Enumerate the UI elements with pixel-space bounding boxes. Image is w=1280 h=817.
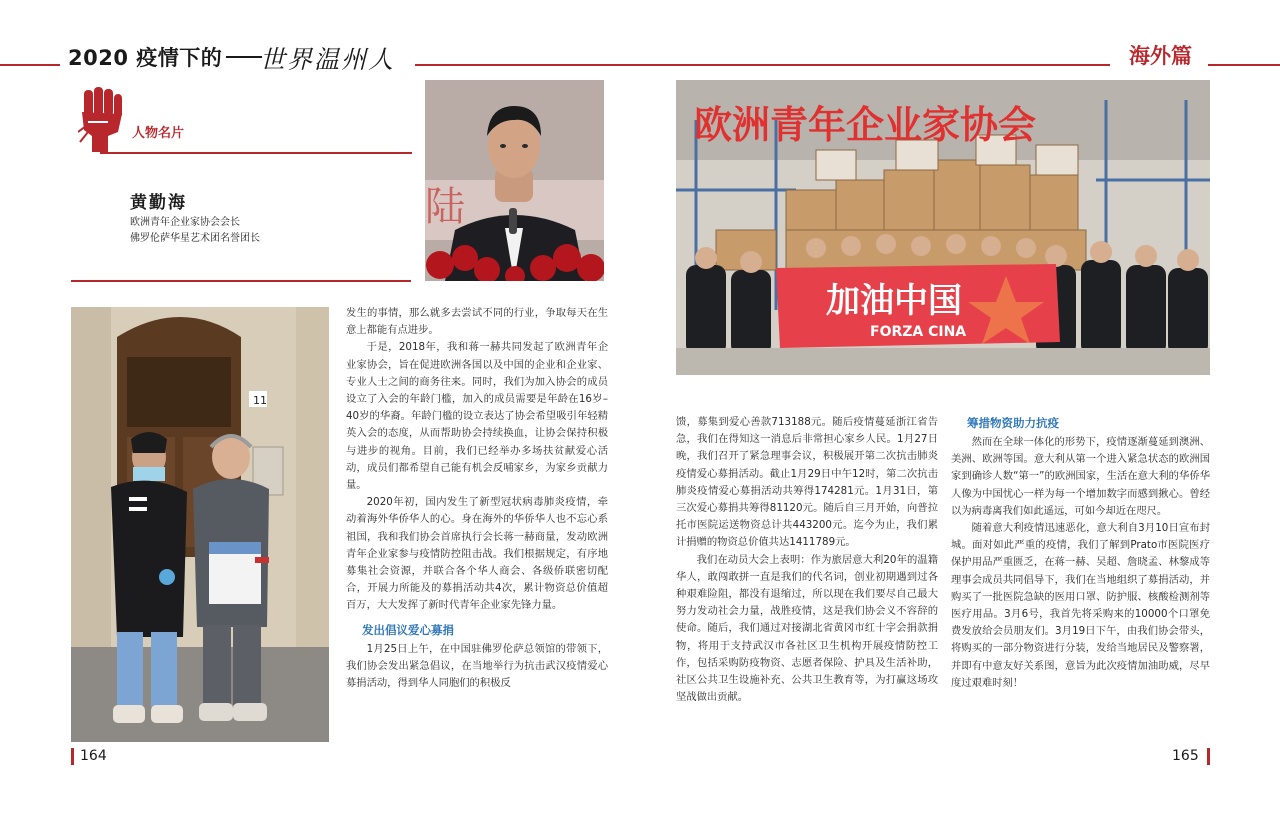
street-photo <box>71 307 329 742</box>
page-number-bar-left <box>71 748 74 765</box>
team-banner-sub: FORZA CINA <box>870 324 967 340</box>
portrait-illustration <box>425 80 604 281</box>
paragraph: 我们在动员大会上表明：作为旅居意大利20年的温籍华人，敢闯敢拼一直是我们的代名词，创业初期遇到过各种艰难险阻，都没有退缩过，所以现在我们要尽自己最大努力发动社会力量，战胜疫情，这是我们协会义不容辞的使命。随后，我们通过对接湖北省黄冈市红十字会捐款捐物，将用于支持武汉市各社区卫生机构开展疫情防控工作，包括采购防疫物资、志愿者保险、护具及生活补助，社区公共卫生设施补充、公共卫生教育等，为打赢这场攻坚战做出贡献。 <box>676 553 938 704</box>
article-column-3 <box>951 414 1210 692</box>
paragraph: 2020年初，国内发生了新型冠状病毒肺炎疫情，牵动着海外华侨华人的心。身在海外的华侨华人也不忘心系祖国，我和我们协会首席执行会长蒋一赫商量，发动欧洲青年企业家参与疫情防控阻击战。我们根据规定，有序地募集社会资源，并联合各个华人商会、各级侨联密切配合，开展力所能及的募捐活动共4次，累计物资总价值超百万，大大发挥了新时代青年企业家先锋力量。 <box>346 496 608 612</box>
page-number-bar-right <box>1207 748 1210 765</box>
article-column-1 <box>346 305 608 692</box>
paragraph: 随着意大利疫情迅速恶化，意大利自3月10日宣布封城。面对如此严重的疫情，我们了解到Prato市医院医疗保护用品严重匮乏，在蒋一赫、吴超、詹晓孟、林黎成等理事会成员共同倡导下，我们在当地组织了募捐活动，并购买了一批医院急缺的医用口罩、防护服、核酸检测剂等医疗用品。3月6号，我首先将采购来的10000个口罩免费发放给会员朋友们。3月19日下午，由我们协会带头，将购买的一部分物资进行分装，发给当地居民及警察署，并即有中意友好关系图，意旨为此次疫情加油助威，尽早度过艰难时刻！ <box>951 522 1210 689</box>
fist-icon <box>78 86 126 152</box>
profile-role-2: 佛罗伦萨华星艺术团名誉团长 <box>130 233 260 244</box>
profile-role-1: 欧洲青年企业家协会会长 <box>130 217 240 228</box>
paragraph: 馈，募集到爱心善款713188元。随后疫情蔓延浙江省告急，我们在得知这一消息后非常担心家乡人民。1月27日晚，我们召开了紧急理事会议，积极展开第二次抗击肺炎疫情爱心募捐活动。截止1月29日中午12时，第二次抗击肺炎疫情爱心募捐活动共筹得174281元。1月31日，第三次爱心募捐共筹得81120元。随后自三月开始，向普拉托市医院运送物资总计共443200元。迄今为止，我们累计捐赠的物资总价值共达1411789元。 <box>676 416 938 549</box>
paragraph: 于是，2018年，我和蒋一赫共同发起了欧洲青年企业家协会，旨在促进欧洲各国以及中国的企业和企业家、专业人士之间的商务往来。同时，我们为加入协会的成员设立了入会的年龄门槛，加入的成员需要是年龄在16岁–40岁的华裔。年龄门槛的设立表达了协会希望吸引年轻精英入会的态度，从而帮助协会持续换血，让协会保持积极与进步的视角。目前，我们已经举办多场扶贫献爱心活动，成员们都希望自己能有机会反哺家乡，为家乡贡献力量。 <box>346 341 608 492</box>
paragraph: 1月25日上午，在中国驻佛罗伦萨总领馆的带领下，我们协会发出紧急倡议，在当地举行为抗击武汉疫情爱心募捐活动，得到华人同胞们的积极反 <box>346 642 608 690</box>
profile-badge: 人物名片 <box>132 126 185 141</box>
header-title: 2020 疫情下的 <box>68 42 266 72</box>
team-photo <box>676 80 1210 375</box>
page-number-left: 164 <box>80 748 107 764</box>
street-illustration <box>71 307 329 742</box>
paragraph: 然而在全球一体化的形势下，疫情逐渐蔓延到澳洲、美洲、欧洲等国。意大利从第一个进入紧急状态的欧洲国家到确诊人数“第一”的欧洲国家，生活在意大利的华侨华人像为中国忧心一样为每一个增加数字而感到揪心。曾经以为病毒离我们如此遥远，可如今却近在咫尺。 <box>951 436 1210 517</box>
paragraph: 发生的事情，那么就多去尝试不同的行业，争取每天在生意上都能有点进步。 <box>346 307 608 337</box>
article-column-2 <box>676 414 938 706</box>
page-number-right: 165 <box>1172 748 1199 764</box>
svg-text:陆: 陆 <box>425 184 465 230</box>
header-rule-left <box>0 64 60 66</box>
profile-name: 黄勤海 <box>130 193 187 213</box>
team-illustration <box>676 80 1210 375</box>
subheading: 发出倡议爱心募捐 <box>362 622 454 637</box>
section-title: 海外篇 <box>1129 43 1192 68</box>
portrait-photo <box>425 80 604 281</box>
subheading: 筹措物资助力抗疫 <box>967 416 1059 430</box>
team-banner-main: 加油中国 <box>826 281 962 321</box>
header-calligraphy: 世界温州人 <box>260 45 396 74</box>
team-banner-top: 欧洲青年企业家协会 <box>694 103 1037 147</box>
header-rule-right <box>1208 64 1280 66</box>
profile-rule-top <box>100 152 412 154</box>
door-number: 11 <box>253 394 267 407</box>
profile-rule-bottom <box>71 280 411 282</box>
header-rule-middle <box>415 64 1110 66</box>
